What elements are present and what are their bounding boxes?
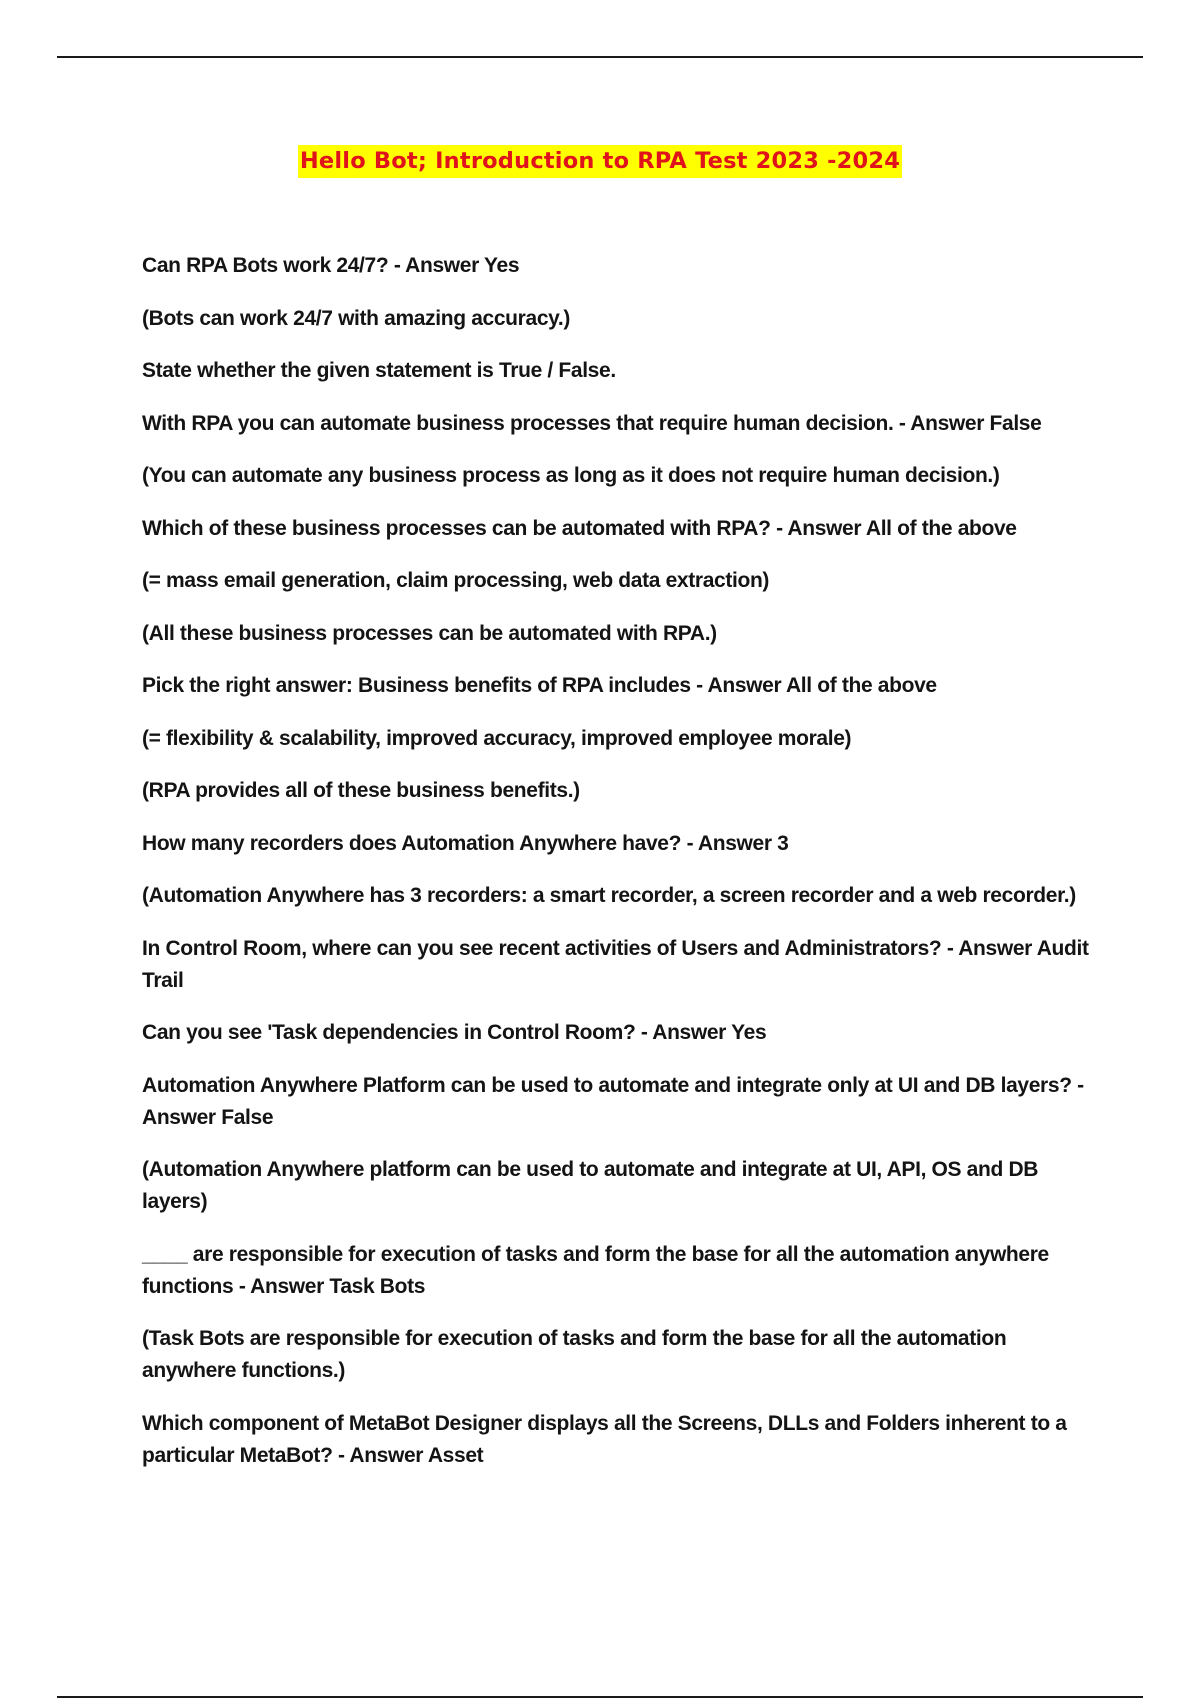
qa-line-15: Can you see 'Task dependencies in Control Room? - Answer Yes: [142, 1021, 767, 1044]
qa-line-18: ____ are responsible for execution of tasks and form the base for all the automation anywhere functions - Answer Task Bots: [142, 1242, 1049, 1298]
qa-line-10: (= flexibility & scalability, improved accuracy, improved employee morale): [142, 726, 852, 750]
qa-line-4: With RPA you can automate business processes that require human decision. - Answer False: [142, 411, 1042, 435]
qa-line-16: Automation Anywhere Platform can be used to automate and integrate only at UI and DB layers? - Answer False: [142, 1073, 1084, 1129]
qa-line-2: (Bots can work 24/7 with amazing accuracy.): [142, 306, 571, 330]
qa-line-13: (Automation Anywhere has 3 recorders: a smart recorder, a screen recorder and a web recorder.): [142, 884, 1076, 907]
qa-line-9: Pick the right answer: Business benefits of RPA includes - Answer All of the above: [142, 674, 937, 697]
qa-line-17: (Automation Anywhere platform can be used to automate and integrate at UI, API, OS and DB layers): [142, 1158, 1039, 1213]
footer-rule: [57, 1696, 1143, 1698]
document-title: Hello Bot; Introduction to RPA Test 2023 -2024: [298, 145, 902, 178]
document-body: [142, 250, 1102, 1492]
qa-line-12: How many recorders does Automation Anywhere have? - Answer 3: [142, 831, 789, 855]
title-container: [0, 145, 1200, 178]
qa-line-11: (RPA provides all of these business benefits.): [142, 779, 580, 802]
qa-line-14: In Control Room, where can you see recent activities of Users and Administrators? - Answer Audit Trail: [142, 936, 1089, 992]
qa-line-20: Which component of MetaBot Designer displays all the Screens, DLLs and Folders inherent to a particular MetaBot? - Answer Asset: [142, 1411, 1067, 1467]
qa-line-19: (Task Bots are responsible for execution of tasks and form the base for all the automation anywhere functions.): [142, 1327, 1007, 1382]
qa-line-8: (All these business processes can be automated with RPA.): [142, 621, 717, 645]
qa-line-1: Can RPA Bots work 24/7? - Answer Yes: [142, 254, 520, 277]
qa-line-7: (= mass email generation, claim processing, web data extraction): [142, 569, 770, 592]
qa-line-5: (You can automate any business process as long as it does not require human decision.): [142, 464, 1000, 487]
qa-line-3: State whether the given statement is True / False.: [142, 359, 616, 382]
header-rule: [57, 56, 1143, 58]
qa-line-6: Which of these business processes can be automated with RPA? - Answer All of the above: [142, 516, 1017, 540]
